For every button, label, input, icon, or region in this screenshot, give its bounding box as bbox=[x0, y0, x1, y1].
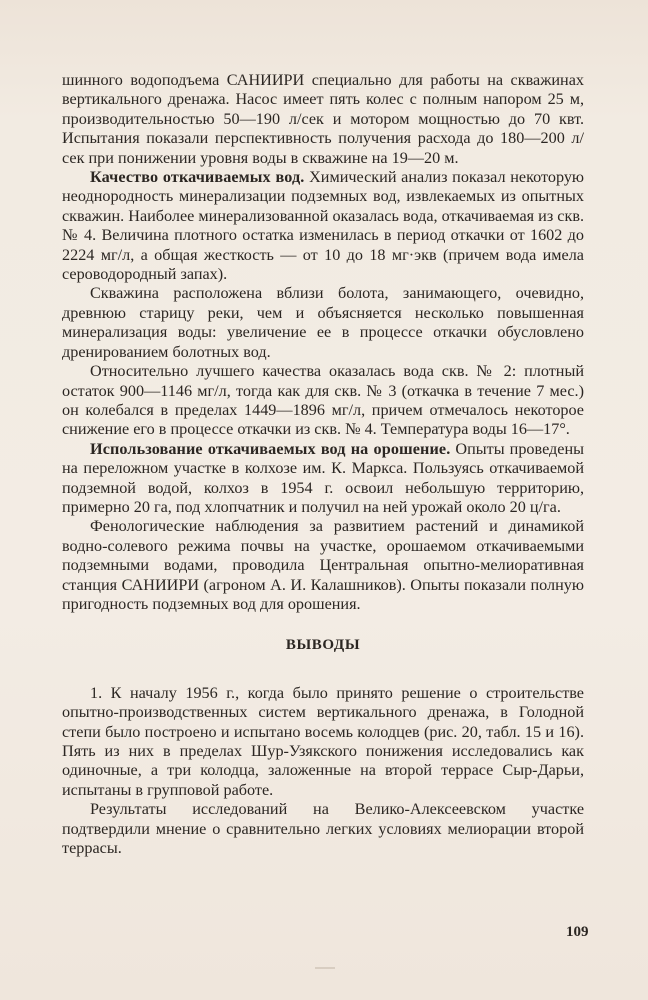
paper-mark bbox=[315, 967, 335, 969]
paragraph-water-quality bbox=[62, 168, 584, 284]
paragraph-irrigation bbox=[62, 440, 584, 518]
conclusion-item-2: Результаты исследований на Велико-Алексеевском участке подтвердили мнение о сравнительно легких условиях мелиорации второй террасы. bbox=[62, 800, 584, 858]
paragraph-pump: шинного водоподъема САНИИРИ специально для работы на скважинах вертикального дренажа. Насос имеет пять колес с полным напором 25 м, производительностью 50—190 л/сек и мотором мощностью до 70 квт. Испытания показали перспективность получения расхода до 180—200 л/сек при понижении уровня воды в скважине на 19—20 м. bbox=[62, 71, 584, 167]
heading-water-quality: Качество откачиваемых вод. bbox=[90, 168, 305, 187]
conclusion-item-1: 1. К началу 1956 г., когда было принято решение о строительстве опытно-производственных систем вертикального дренажа, в Голодной степи было построено и испытано восемь колодцев (рис. 20, табл. 15 и 16). Пять из них в пределах Шур-Узякского понижения исследовались как одиночные, а три колодца, заложенные на второй террасе Сыр-Дарьи, испытаны в групповой работе. bbox=[62, 683, 584, 799]
body-text bbox=[62, 71, 584, 858]
irrigation-text: Опыты проведены на переложном участке в колхозе им. К. Маркса. Пользуясь откачиваемой подземной водой, колхоз в 1954 г. освоил небольшую территорию, примерно 20 га, под хлопчатник и получил на ней урожай около 20 ц/га. bbox=[62, 439, 584, 516]
heading-irrigation: Использование откачиваемых вод на орошение. bbox=[90, 439, 451, 458]
paragraph-phenology: Фенологические наблюдения за развитием растений и динамикой водно-солевого режима почвы на участке, орошаемом откачиваемыми подземными водами, проводила Центральная опытно-мелиоративная станция САНИИРИ (агроном А. И. Калашников). Опыты показали полную пригодность подземных вод для орошения. bbox=[62, 517, 584, 613]
water-quality-text: Химический анализ показал некоторую неоднородность минерализации подземных вод, извлекаемых из опытных скважин. Наиболее минерализованной оказалась вода, откачиваемая из скв. № 4. Величина плотного остатка изменилась в период откачки от 1602 до 2224 мг/л, а общая жесткость — от 10 до 18 мг·экв (причем вода имела сероводородный запах). bbox=[62, 168, 585, 284]
paragraph-swamp: Скважина расположена вблизи болота, занимающего, очевидно, древнюю старицу реки, чем и объясняется несколько повышенная минерализация воды: увеличение ее в процессе откачки обусловлено дренированием болотных вод. bbox=[62, 284, 584, 361]
page-number: 109 bbox=[566, 924, 589, 940]
paragraph-best-quality: Относительно лучшего качества оказалась вода скв. № 2: плотный остаток 900—1146 мг/л, тогда как для скв. № 3 (откачка в течение 7 мес.) он колебался в пределах 1449—1896 мг/л, причем отмечалось некоторое снижение его в процессе откачки из скв. № 4. Температура воды 16—17°. bbox=[62, 362, 584, 439]
conclusions-title: ВЫВОДЫ bbox=[285, 637, 361, 654]
